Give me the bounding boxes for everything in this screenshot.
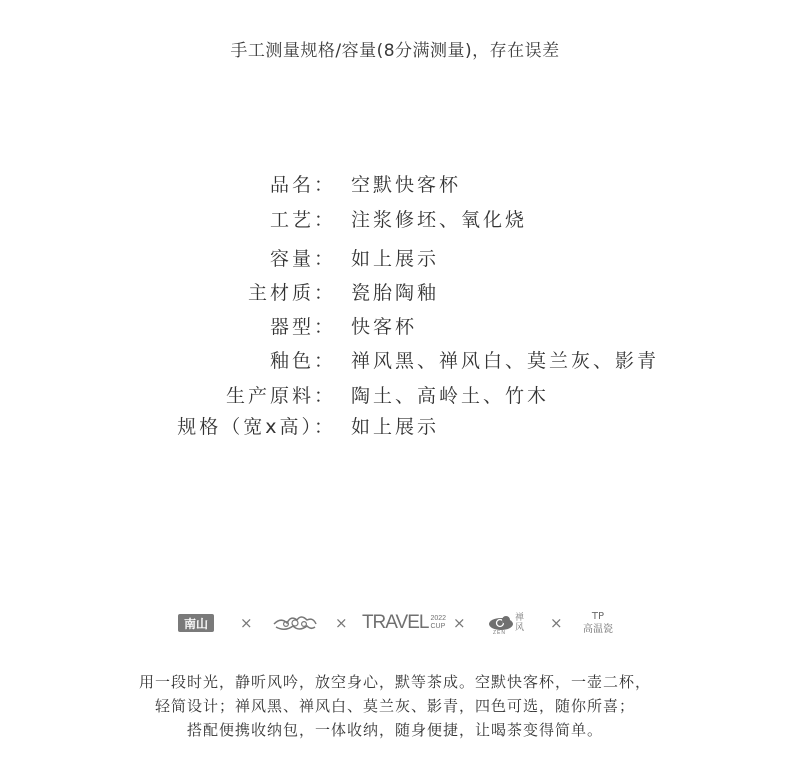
spec-label: 器型：: [269, 316, 336, 338]
zen-char-1: 禅: [514, 613, 524, 623]
travel-year: 2022: [430, 615, 447, 622]
spec-row-process: [0, 205, 790, 233]
description-line: 轻简设计；禅风黑、禅风白、莫兰灰、影青，四色可选，随你所喜；: [154, 697, 635, 715]
travel-cup-logo: [361, 606, 447, 640]
tp-text: TP: [591, 611, 605, 622]
measurement-note: 手工测量规格/容量(8分满测量)，存在误差: [230, 41, 560, 61]
spec-label: 容量：: [269, 248, 336, 270]
spec-label: 主材质：: [247, 282, 336, 304]
spec-row-glaze: [0, 346, 790, 374]
spec-row-material: [0, 278, 790, 306]
spec-label: 品名：: [269, 174, 336, 196]
cross-separator: ×: [240, 614, 253, 632]
cross-separator: ×: [550, 614, 563, 632]
spec-row-shape: [0, 312, 790, 340]
description-line: 用一段时光，静听风吟，放空身心，默等茶成。空默快客杯，一壶二杯，: [138, 673, 651, 691]
nanshan-logo: 南山: [178, 614, 214, 632]
zen-logo: [483, 606, 529, 640]
spec-row-raw-material: [0, 381, 790, 409]
tp-subtext: 高温瓷: [583, 624, 613, 635]
spec-value: 如上展示: [351, 416, 440, 438]
spec-value: 注浆修坯、氧化烧: [351, 209, 528, 231]
product-description: [0, 670, 790, 742]
travel-cup-text: CUP: [430, 623, 446, 630]
zen-word: ZEN: [493, 630, 506, 636]
cross-separator: ×: [453, 614, 466, 632]
spec-label: 工艺：: [269, 209, 336, 231]
spec-value: 禅风黑、禅风白、莫兰灰、影青: [351, 350, 660, 372]
spec-row-name: [0, 170, 790, 198]
spec-row-size: [0, 412, 790, 440]
zen-char-2: 风: [514, 623, 524, 633]
spec-row-capacity: [0, 244, 790, 272]
spec-label: 生产原料：: [225, 385, 336, 407]
spec-value: 陶土、高岭土、竹木: [351, 385, 550, 407]
spec-label: 釉色：: [269, 350, 336, 372]
spec-value: 瓷胎陶釉: [351, 282, 440, 304]
spec-value: 空默快客杯: [351, 174, 462, 196]
spec-value: 如上展示: [351, 248, 440, 270]
cloud-logo-icon: [270, 606, 320, 640]
tp-porcelain-logo: [573, 606, 623, 640]
description-line: 搭配便携收纳包，一体收纳，随身便捷，让喝茶变得简单。: [186, 721, 603, 739]
spec-label: 规格（宽x高）：: [177, 416, 336, 438]
cross-separator: ×: [335, 614, 348, 632]
spec-value: 快客杯: [351, 316, 418, 338]
travel-word: TRAVEL: [361, 612, 429, 633]
brand-logo-strip: [170, 606, 630, 640]
